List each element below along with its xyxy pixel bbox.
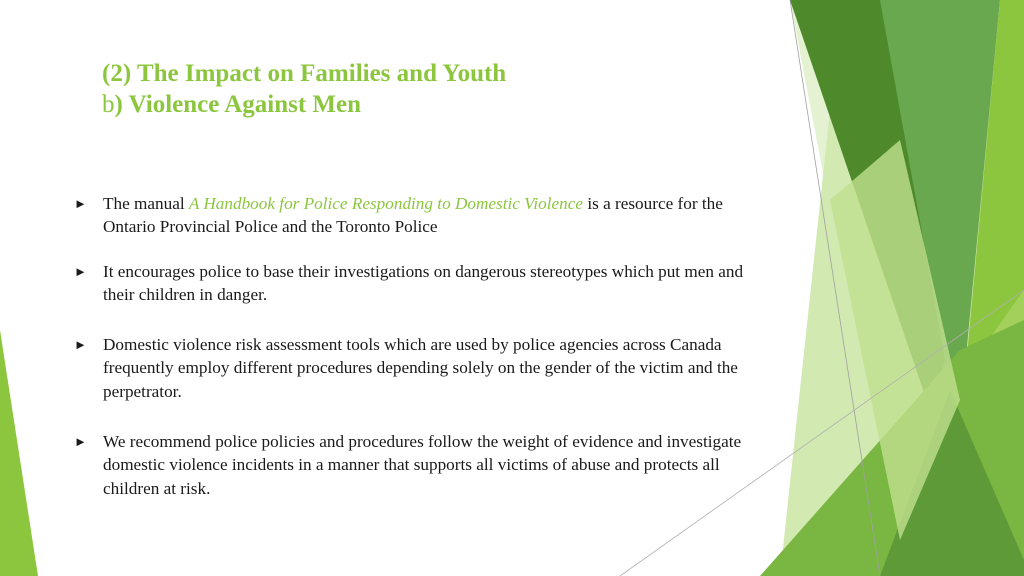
- slide-title-line-1: (2) The Impact on Families and Youth: [102, 60, 507, 87]
- bullet-arrow-icon: ►: [74, 196, 87, 211]
- left-green-sliver: [0, 330, 38, 576]
- bullet-text-before: The manual: [103, 194, 189, 213]
- handbook-title: A Handbook for Police Responding to Domestic Violence: [188, 194, 584, 213]
- slide-title: [102, 58, 506, 120]
- bullet-text: Domestic violence risk assessment tools which are used by police agencies across Canada frequently employ different procedures depending solely on the gender of the victim and the perpetrator.: [103, 335, 738, 401]
- bullet-item-risk-assessment: [74, 333, 764, 403]
- title-prefix: b: [102, 91, 115, 118]
- title-subheading: ) Violence Against Men: [114, 91, 362, 118]
- bullet-text-after: is a resource for the Ontario Provincial Police and the Toronto Police: [103, 194, 723, 237]
- bullet-arrow-icon: ►: [74, 263, 87, 279]
- bullet-text: It encourages police to base their investigations on dangerous stereotypes which put men and their children in danger.: [103, 261, 744, 304]
- bullet-item-manual: [74, 192, 764, 239]
- bullet-item-stereotypes: [74, 260, 764, 307]
- slide-title-line-2: [102, 89, 506, 120]
- bullet-arrow-icon: ►: [74, 434, 87, 450]
- bullet-arrow-icon: ►: [74, 337, 87, 353]
- bullet-item-recommendation: [74, 430, 764, 500]
- bullet-list: [74, 192, 764, 500]
- bullet-text: We recommend police policies and procedures follow the weight of evidence and investigate domestic violence incidents in a manner that supports all victims of abuse and protects all children at risk.: [103, 432, 742, 498]
